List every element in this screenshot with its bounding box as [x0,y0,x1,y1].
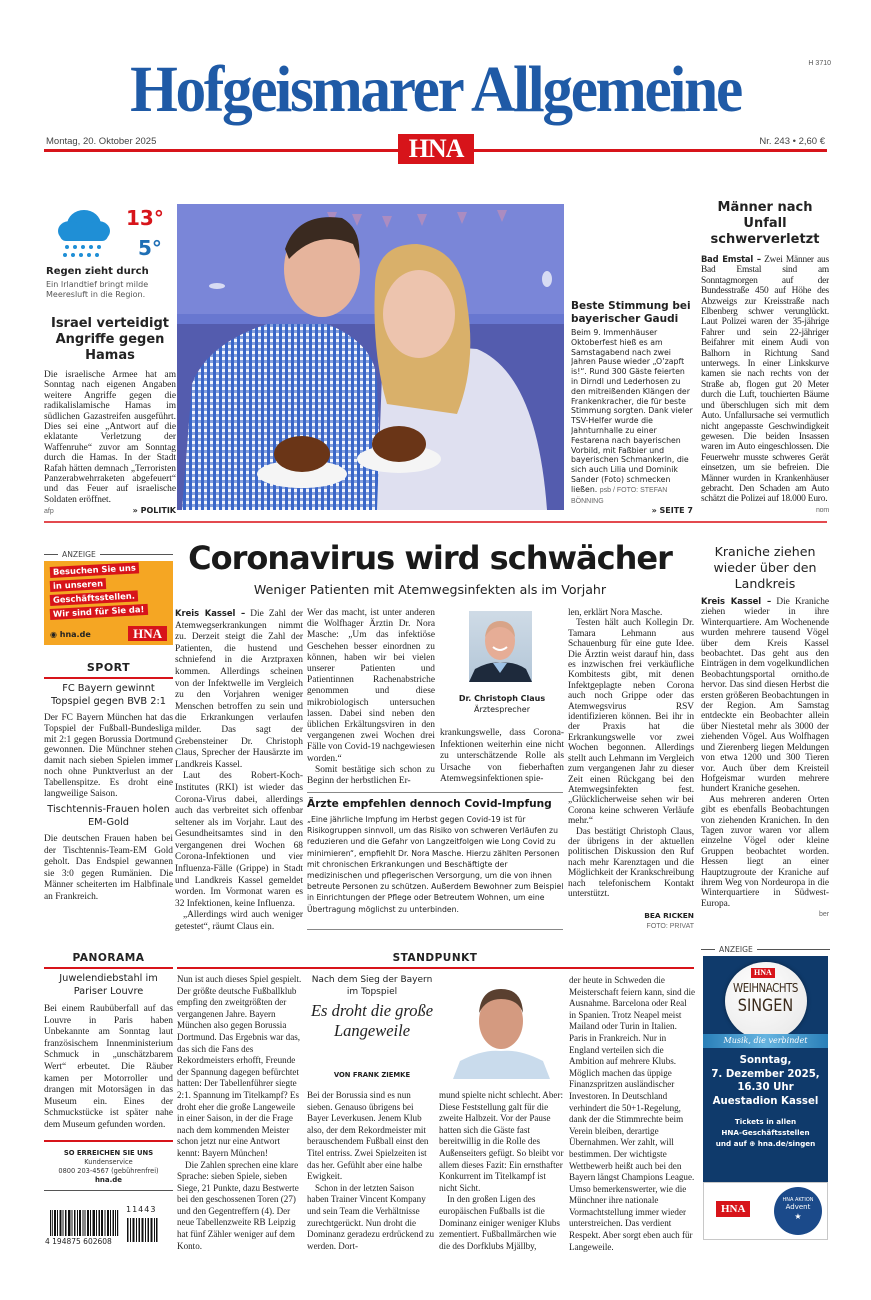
unfall-article [701,254,829,520]
unfall-headline[interactable]: Männer nach Unfall schwerverletzt [710,200,820,247]
contact-heading: SO ERREICHEN SIE UNS [63,1149,154,1157]
ad-footer [703,1182,828,1240]
main-paragraph: krankungswelle, dass Corona-Infektionen weiterhin eine nicht zu unterschätzende Rolle als Ursache von fieberhaften Atemwegsinfektionen spie- [440,728,564,785]
ad-title-line-1: WEIHNACHTS [733,981,798,995]
standpunkt-section-heading: STANDPUNKT [392,952,478,964]
photo-caption-headline[interactable]: Beste Stimmung bei bayerischer Gaudi [571,300,691,325]
unfall-dateline: Bad Emstal – [701,254,761,264]
main-author: BEA RICKEN [644,911,694,920]
section-rule [44,521,827,523]
ad-title-line-2: SINGEN [737,996,794,1016]
newspaper-title: Hofgeismarer Allgemeine [130,53,741,126]
barcode-addon-icon [126,1218,158,1242]
louvre-text-body: Bei einem Raubüberfall auf das Louvre in Paris haben Unbekannte am Sonntag laut französischem Innenministerium Schmuck in „unschätzbarem Wert“ erbeutet. Die Räuber kamen per Motorroller und drangen mit Motorsägen in das Museum ein. Eines der Schmuckstücke ist später nahe dem Museum gefunden worden. [44,1004,173,1130]
panorama-section-heading: PANORAMA [72,952,145,964]
infobox-text [307,814,565,926]
main-paragraph: Somit bestätige sich schon zu Beginn der herbstlichen Er- [307,764,435,787]
sport-section-heading: SPORT [86,661,131,674]
hna-logo: HNA [751,968,775,978]
weather-text: Ein Irlandtief bringt milde Meeresluft in die Region. [46,280,149,299]
ad-label: ANZEIGE [701,945,830,954]
portrait-illustration [469,611,532,682]
ad-website-text: hna.de [59,630,91,639]
standpunkt-paragraph: Nun ist auch dieses Spiel gespielt. Der größte deutsche Fußballklub empfing den zweitgrößten der vergangenen Jahre. Bayern München also gegen Borussia Dortmund. Das Ergebnis war das, das sich die Fans des Rekordmeisters erhofft, Freunde der Spannung dagegen befürchtet hatten: Der Tabellenführer siegte 2:1. Spannung im Titelkampf? Es droht eher die große Langeweile in einer Saison, in der die Frage nach dem kommenden Meister schon jetzt nur eine Antwort kennt: Bayern München! [177,974,302,1158]
author-portrait[interactable] [448,977,554,1079]
ad-ticket-line: Tickets in allen [734,1117,797,1126]
standpunkt-paragraph: der heute in Schweden die Meisterschaft feiern kann, sind die Ausnahme. Barcelona oder Real in Spanien. Trotz Neapel meist Mailand oder Turin in Italien. Paris in Frankreich. Nur in England verteilen sich die Ambition auf mehrere Klubs. Möglich machen das üppige Finanzspritzen ausländischer Investoren. In Deutschland verhindert die 50+1-Regelung, dank der die Stimmrechte beim Verein bleiben, derartige Übernahmen. Wer zahlt, will bestimmen. Der wichtigste Wettbewerb heißt auch bei den Bayern längst Champions League. Umso bemerkenswerter, wie die Münchner ihre nationale Vormachtstellung immer wieder unterstreichen. Das verdient Respekt. Aber sorgt eben auch für Langeweile. [569,975,695,1252]
infobox-text-body: „Eine jährliche Impfung im Herbst gegen Covid-19 ist für Risikogruppen sinnvoll, um das Risiko von schweren Verläufen zu reduzieren und die Gefahr von Langzeitfolgen wie Long Covid zu minimieren“, empfiehlt Dr. Nora Masche. Hierzu zählten Personen mit chronischen Erkrankungen und Beschäftigte der medizinischen und pflegerischen Versorgung, um die von ihnen betreute Personen zu schützen. Außerdem Bewohner zum Beispiel in Einrichtungen der Pflege oder Betreutem Wohnen, um eine Übertragung möglichst zu unterbinden. [307,815,564,914]
contact-phone[interactable]: 0800 203-4567 (gebührenfrei) [58,1167,159,1175]
contact-subheading: Kundenservice [84,1158,133,1166]
unfall-footer [701,505,829,516]
main-photo-credit: FOTO: PRIVAT [646,923,694,930]
advent-small-label: HNA AKTION [782,1197,814,1203]
issue-date: Montag, 20. Oktober 2025 [46,136,157,147]
ad-date-line: Auestadion Kassel [712,1095,819,1107]
ad-line: Wir sind für Sie da! [50,604,148,620]
ad-line: Geschäftsstellen. [50,590,138,606]
infobox-rule [307,792,563,793]
ad-line: Besuchen Sie uns [50,562,139,578]
expert-role: Ärztesprecher [474,705,530,714]
main-dateline: Kreis Kassel – [175,608,246,618]
ad-date-line: Sonntag, [739,1055,792,1066]
bayern-text-body: Der FC Bayern München hat das Topspiel der Fußball-Bundesliga mit 2:1 gegen Borussia Dortmund gewonnen. Die Münchner stehen damit nach sieben Spielen immer noch ohne Punktverlust an der Tabellenspitze. Es droht eine langweilige Saison. [44,713,173,799]
hna-geschaeftsstellen-ad[interactable] [44,561,173,645]
politik-link[interactable]: » POLITIK [132,506,176,516]
bayern-headline[interactable]: FC Bayern gewinnt Topspiel gegen BVB 2:1 [51,683,166,707]
kraniche-article [701,596,829,936]
kraniche-credit: ber [819,911,829,919]
star-icon: ★ [794,1212,802,1221]
hna-logo[interactable]: HNA [398,134,474,164]
weihnachtssingen-ad[interactable] [703,956,828,1182]
advent-badge [774,1187,822,1235]
seite-7-link[interactable]: » SEITE 7 [651,506,693,516]
hna-logo: HNA [716,1201,750,1217]
bayern-text [44,713,173,799]
louvre-headline[interactable]: Juwelendiebstahl im Pariser Louvre [59,973,158,997]
advent-label: Advent [785,1203,811,1211]
issue-number-price: Nr. 243 • 2,60 € [759,136,825,147]
tischtennis-text-body: Die deutschen Frauen haben bei der Tischtennis-Team-EM Gold geholt. Das Endspiel gewannen sie 3:0 gegen Rumänien. Die Männer scheiterten im Halbfinale an Frankreich. [44,834,173,902]
standpunkt-author: VON FRANK ZIEMKE [333,1071,411,1079]
contact-rule [44,1190,173,1191]
barcode-addon-number: 11443 [126,1205,157,1214]
standpunkt-column-1 [177,974,302,1264]
kraniche-headline[interactable]: Kraniche ziehen wieder über den Landkreis [713,544,817,591]
kraniche-footer [701,909,829,920]
section-rule [177,967,694,969]
expert-portrait[interactable] [469,611,532,682]
section-rule [44,1140,173,1142]
standpunkt-paragraph: Die Zahlen sprechen eine klare Sprache: sieben Spiele, sieben Siege, 21 Punkte, dazu Bestwerte bei den geschossenen Toren (27) und den Gegentreffern (4). Der neue Tabellenzweite RB Leipzig hat fünf Zähler weniger auf dem Konto. [177,1159,299,1251]
israel-credit: afp [44,508,54,516]
photo-credit: psb / FOTO: STEFAN BÖNNING [571,486,668,505]
main-column-1 [175,608,303,936]
main-paragraph: „Allerdings wird auch weniger getestet“, räumt Claus ein. [175,910,303,933]
ad-date-line: 16.30 Uhr [737,1082,794,1093]
photo-caption-body: Beim 9. Immenhäuser Oktoberfest hieß es am Samstagabend nach zwei Jahren Pause wieder „O’zapft is!“. Rund 300 Gäste feierten in Dirndl und Lederhosen zu den mitreißenden Klängen der Frankenkracher, die für beste Stimmung sorgten. Dank vieler TSV-Helfer wurde die Jahnturnhalle zu einer Festarena nach bayerischen Vorbild, mit Faßbier und bayerischen Schmankerln, die sich auch Lilia und Dominik Sander (Foto) schmecken ließen. [571,328,693,494]
section-rule [44,967,173,969]
standpunkt-paragraph: mund spielte nicht schlecht. Aber: Diese Feststellung galt für die zweite Halbzeit. Vor der Pause hatten sich die Gäste fast bereitwillig in die Rolle des Außenseiters gefügt. So bleibt vor allem dieses Fazit: Ein ernsthafter Konkurrent im Titelkampf ist nicht Sicht. [439,1090,564,1193]
ad-ticket-line: HNA-Geschäftsstellen [721,1128,810,1137]
barcode-number: 4 194875 602608 [45,1237,112,1246]
globe-icon: ◉ [50,630,60,639]
standpunkt-column-2 [307,1090,435,1264]
standpunkt-kicker: Nach dem Sieg der Bayern im Topspiel [311,975,433,997]
temperature-high: 13° [126,206,164,230]
standpunkt-column-4 [569,975,695,1265]
kraniche-dateline: Kreis Kassel – [701,596,772,606]
main-paragraph: len, erklärt Nora Masche. [568,608,663,618]
kraniche-paragraph: Die Kraniche ziehen wieder in ihre Winterquartiere. Am Wochenende wurden mehrere tausend Vögel über dem Kreis Kassel beobachtet. Das geht aus den Einträgen in dem vogelkundlichen Beobachtungsportal ornitho.de hervor. Das sind diesen Herbst die ersten größeren Beobachtungen in der Region. Am Samstag entdeckte ein Beobachter allein über Niestetal mehr als 3000 der ziehenden Vögel. Aus Wolfhagen und Zierenberg liegen Meldungen von etwa 1200 und 300 Tieren vor. Auch über dem Kreisteil Hofgeismar wurden mehrere hundert Kraniche gesehen. [701,597,829,795]
standpunkt-paragraph: In den großen Ligen des europäischen Fußballs ist die Dominanz einiger weniger Klubs zementiert. Fußballmärchen wie die des Dorfklubs Mjällby, [439,1194,560,1251]
ad-label: ANZEIGE [44,550,173,559]
standpunkt-paragraph: Bei der Borussia sind es nun sieben. Genauso übrigens bei Bayer Leverkusen. Jenem Klub also, der dem Rekordmeister mit berauschendem Fußball einst den Titel entriss. Zwei Spielzeiten ist das her. Gefühlt aber eine halbe Ewigkeit. [307,1090,429,1182]
unfall-credit: nom [815,506,829,514]
main-column-2 [307,608,435,788]
main-paragraph: Die Zahl der Atemwegserkrankungen nimmt zu. Derzeit steigt die Zahl der Patienten, die hustend und schniefend in die Arztpraxen kommen. Allerdings scheinen von der Infektwelle im Vergleich zu den Vorjahren weniger Menschen betroffen zu sein und die Erkrankungen verlaufen milder. Das sagt der Grebensteiner Dr. Christoph Claus, Sprecher der Hausärzte im Landkreis Kassel. [175,609,303,770]
infobox-rule [307,929,563,930]
section-rule [44,677,173,679]
edition-code: H 3710 [808,60,831,67]
ad-ticket-info [703,1116,828,1149]
main-subheadline: Weniger Patienten mit Atemwegsinfekten als im Vorjahr [253,582,607,597]
main-column-2b [440,728,564,788]
tischtennis-text [44,834,173,934]
standpunkt-headline[interactable]: Es droht die große Langeweile [310,1001,434,1040]
ad-line: in unseren [50,578,107,592]
israel-headline[interactable]: Israel verteidigt Angriffe gegen Hamas [50,316,170,363]
ad-tagline: Musik, die verbindet [703,1034,828,1048]
israel-footer [44,506,176,517]
portrait-illustration [448,977,554,1079]
infobox-headline: Ärzte empfehlen dennoch Covid-Impfung [307,798,552,810]
louvre-text [44,1004,173,1136]
weather-headline: Regen zieht durch [46,266,149,277]
main-paragraph: Wer das macht, ist unter anderen die Wolfhager Ärztin Dr. Nora Masche: „Um das infektiöse Geschehen besser einordnen zu können, haben wir bei vielen unserer Patienten und Patientinnen Rachenabstriche genommen und diese mikrobiologisch untersuchen lassen. Dabei sind neben den üblichen Erkältungsviren in den vergangenen zwei Wochen drei Fälle von Covid-19 nachgewiesen worden.“ [307,608,435,764]
israel-text: Die israelische Armee hat am Sonntag nach eigenen Angaben weitere Angriffe gegen die radikalislamische Hamas im südlichen Gazastreifen ausgeführt. Dies sei eine „Antwort auf die eklatante Verletzung der Waffenruhe“ zuvor am Sonntag durch die Hamas. In der Stadt Rafah hätten demnach „Terroristen Panzerabwehrraketen abgefeuert“ und das Feuer auf israelische Soldaten eröffnet. [44,370,176,505]
main-paragraph: Laut des Robert-Koch-Institutes (RKI) ist wieder das Corona-Virus dabei, allerdings auch das verbreitet sich offenbar seltener als im Vorjahr. Laut des Gesundheitsamtes sind in den vergangenen drei Wochen 68 Corona-Infektionen und vier Influenza-Fälle (Grippe) in Stadt und Landkreis Kassel gemeldet worden. Im Vormonat waren es 32 Infektionen, keine Influenza. [175,771,303,909]
main-column-3 [568,608,694,908]
barcode-icon [48,1210,120,1236]
ad-ticket-link[interactable]: und auf ⊕ hna.de/singen [715,1139,816,1148]
seite-7-wrap [571,506,693,516]
oktoberfest-photo-illustration [177,204,564,510]
main-paragraph: Testen hält auch Kollegin Dr. Tamara Lehmann aus Schauenburg für eine gute Idee. Die Ärztin weist darauf hin, dass es inzwischen frei verkäufliche Kombitests gibt, mit denen Infektgeplagte neben Corona auch noch Grippe oder das Atemwegsvirus RSV identifizieren können. Bei ihr in der Praxis hat die Erkrankungswelle vor zwei Wochen begonnen. Allerdings stellt auch Lehmann im Vergleich zum vergangenen Jahr zu dieser Zeit einen Rückgang bei den Atemwegsinfekten fest. „Glücklicherweise sehen wir bei Corona keine schweren Verläufe mehr.“ [568,618,694,827]
temperature-low: 5° [138,236,162,260]
rain-cloud-icon [55,203,113,263]
standpunkt-column-3 [439,1090,566,1264]
kraniche-paragraph: Aus mehreren anderen Orten gibt es ebenfalls Beobachtungen von ziehenden Kranichen. In den Tagen zuvor waren vor allem einzelne Vögel oder kleine Gruppen beobachtet worden. Hessen liegt an einer Hauptzugroute der Kraniche auf ihrem Weg von Nordeuropa in die Winterquartiere in Südwest-Europa. [701,794,829,909]
ad-event-details [703,1054,828,1108]
ad-slogan [50,562,148,623]
expert-name: Dr. Christoph Claus [458,694,546,703]
ad-website[interactable] [50,630,91,640]
contact-website[interactable]: hna.de [94,1176,123,1184]
photo-caption-text [571,328,693,518]
unfall-text: Zwei Männer aus Bad Emstal sind am Sonntagmorgen auf der Bundesstraße 450 auf Höhe des Abzweigs zur Kreisstraße nach Elbenberg schwer verunglückt. Laut Polizei waren der 35-jährige Fahrer und sein 22-jähriger Beifahrer mit einem Audi von Balhorn in Richtung Sand unterwegs. In einer Linkskurve kamen sie nach rechts von der Straße ab, flogen gut 20 Meter durch die Luft, touchierten Bäume und überschlugen sich mit dem Auto. Unfallursache sei vermutlich nicht angepasste Geschwindigkeit gewesen. Die beiden Insassen waren im Auto eingeschlossen. Die Feuerwehr musste schweres Gerät einsetzen, um sie befreien. Die Männer wurden in Krankenhäuser gebracht. Den Schaden am Auto schätzt die Polizei auf 18.000 Euro. [701,255,829,505]
israel-article [44,370,176,518]
main-paragraph: Das bestätigt Christoph Claus, der übrigens in der aktuellen politischen Diskussion den Ruf nach mehr Karenztagen und die Möglichkeit der Krankschreibung nach telefonischem Kontakt unterstützt. [568,826,694,899]
main-headline[interactable]: Coronavirus wird schwächer [188,539,672,577]
hna-logo: HNA [128,626,167,641]
tischtennis-headline[interactable]: Tischtennis-Frauen holen EM-Gold [47,804,170,828]
lead-photo[interactable] [177,204,564,510]
ad-date-line: 7. Dezember 2025, [711,1068,820,1080]
standpunkt-paragraph: Schon in der letzten Saison haben Trainer Vincent Kompany und sein Team die Verhältnisse zurechtgerückt. Nun droht die Dominanz geradezu erdrückend zu werden. Dort- [307,1182,434,1251]
